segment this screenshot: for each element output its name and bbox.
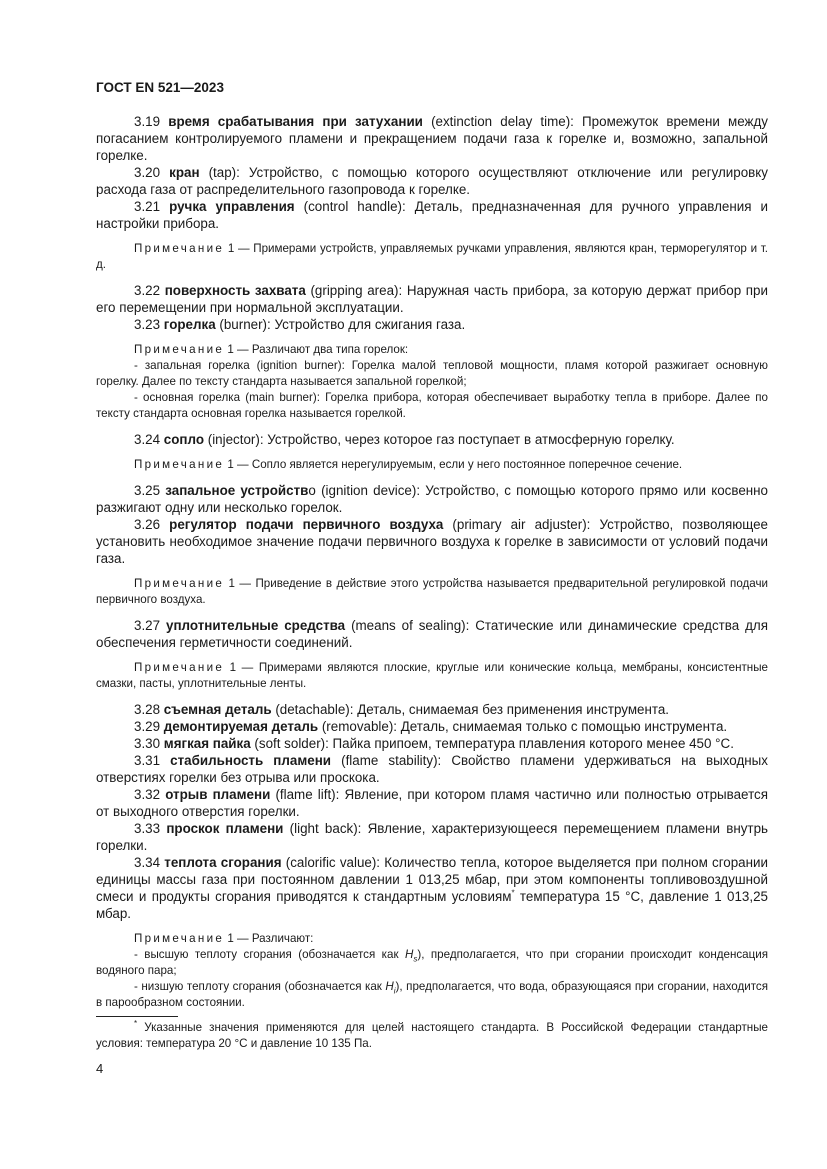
term: отрыв пламени bbox=[165, 787, 271, 802]
term: проскок пламени bbox=[166, 821, 284, 836]
term: демонтируемая деталь bbox=[163, 719, 319, 734]
definition-3-24: 3.24 сопло (injector): Устройство, через которое газ поступает в атмосферную горелку. bbox=[134, 432, 675, 447]
term: горелка bbox=[163, 317, 216, 332]
footnote-mark: * bbox=[511, 888, 515, 898]
term: стабильность пламени bbox=[170, 753, 332, 768]
term: уплотнительные средства bbox=[166, 618, 346, 633]
footnote-divider bbox=[96, 1016, 178, 1017]
definition-3-20: 3.20 кран (tap): Устройство, с помощью которого осуществляют отключение или регулировку расхода газа от распределительного газопровода к горелке. bbox=[96, 165, 768, 197]
definition-3-26: 3.26 регулятор подачи первичного воздуха (primary air adjuster): Устройство, позволяющее установить необходимое значение подачи первичного воздуха к горелке в зависимости от условий подачи газа. bbox=[96, 517, 769, 566]
document-header: ГОСТ EN 521—2023 bbox=[96, 80, 224, 95]
term: регулятор подачи первичного воздуха bbox=[169, 517, 444, 532]
definition-3-22: 3.22 поверхность захвата (gripping area): Наружная часть прибора, за которую держат прибор при его перемещении при нормальной эксплуатации. bbox=[96, 283, 768, 315]
note-3-27: Примечание 1 — Примерами являются плоские, круглые или конические кольца, мембраны, консистентные смазки, пасты, уплотнительные ленты. bbox=[96, 661, 768, 690]
page-content bbox=[96, 113, 768, 1020]
page-number: 4 bbox=[96, 1061, 104, 1076]
term: запальное устройств bbox=[165, 483, 309, 498]
footnote: * Указанные значения применяются для целей настоящего стандарта. В Российской Федерации стандартные условия: температура 20 °С и давление 10 135 Па. bbox=[96, 1019, 768, 1050]
definition-3-28: 3.28 съемная деталь (detachable): Деталь, снимаемая без применения инструмента. bbox=[134, 702, 670, 717]
term: ручка управления bbox=[169, 199, 295, 214]
definition-3-19: 3.19 время срабатывания при затухании (extinction delay time): Промежуток времени между погасанием контролируемого пламени и прекращением подачи газа к горелке и, возможно, запальной горелке. bbox=[96, 114, 768, 163]
term: кран bbox=[169, 165, 200, 180]
note-3-21: Примечание 1 — Примерами устройств, управляемых ручками управления, являются кран, терморегулятор и т. д. bbox=[96, 242, 768, 271]
definition-3-25: 3.25 запальное устройство (ignition device): Устройство, с помощью которого прямо или косвенно разжигают одну или несколько горелок. bbox=[96, 483, 768, 515]
term: поверхность захвата bbox=[164, 283, 306, 298]
note-list-item: - высшую теплоту сгорания (обозначается как $H_s$), предполагается, что при сгорании происходит конденсация водяного пара; bbox=[96, 948, 768, 977]
definition-3-31: 3.31 стабильность пламени (flame stability): Свойство пламени удерживаться на выходных отверстиях горелки без отрыва или проскока. bbox=[96, 753, 768, 785]
term: теплота сгорания bbox=[164, 855, 282, 870]
note-list-item: - низшую теплоту сгорания (обозначается как $H_i$), предполагается, что вода, образующаяся при сгорании, находится в парообразном состоянии. bbox=[96, 980, 768, 1009]
definition-3-33: 3.33 проскок пламени (light back): Явление, характеризующееся перемещением пламени внутрь горелки. bbox=[96, 821, 768, 853]
definition-3-32: 3.32 отрыв пламени (flame lift): Явление, при котором пламя частично или полностью отрывается от выходного отверстия горелки. bbox=[96, 787, 768, 819]
note-list-item: - основная горелка (main burner): Горелка прибора, которая обеспечивает выработку тепла в приборе. Далее по тексту стандарта основная горелка называется горелкой. bbox=[96, 391, 768, 420]
term: мягкая пайка bbox=[163, 736, 251, 751]
definition-3-34: 3.34 теплота сгорания (calorific value): Количество тепла, которое выделяется при полном сгорании единицы массы газа при постоянном давлении 1 013,25 мбар, при этом компоненты топливовоздушной смеси и продукты сгорания приводятся к стандартным условиям* температура 15 °С, давление 1 013,25 мбар. bbox=[96, 855, 768, 921]
definition-3-30: 3.30 мягкая пайка (soft solder): Пайка припоем, температура плавления которого менее 450 °С. bbox=[134, 736, 734, 751]
definition-3-21: 3.21 ручка управления (control handle): Деталь, предназначенная для ручного управления и настройки прибора. bbox=[96, 199, 768, 231]
note-3-26: Примечание 1 — Приведение в действие этого устройства называется предварительной регулировкой подачи первичного воздуха. bbox=[96, 577, 768, 606]
note-3-23: Примечание 1 — Различают два типа горелок: - запальная горелка (ignition burner): Горелка малой тепловой мощности, пламя которой разжигает основную горелку. Далее по тексту стандарта называется запальной горелкой; - основная горелка (main burner): Горелка прибора, которая обеспечивает выработку тепла в приборе. Далее по тексту стандарта основная горелка называется горелкой. bbox=[96, 343, 768, 420]
note-3-34: Примечание 1 — Различают: - высшую теплоту сгорания (обозначается как $H_s$), предполагается, что при сгорании происходит конденсация водяного пара; - низшую теплоту сгорания (обозначается как $H_i$), предполагается, что вода, образующаяся при сгорании, находится в парообразном состоянии. bbox=[96, 932, 768, 1009]
note-3-24: Примечание 1 — Сопло является нерегулируемым, если у него постоянное поперечное сечение. bbox=[134, 458, 683, 471]
term: время срабатывания при затухании bbox=[168, 114, 423, 129]
term: сопло bbox=[163, 432, 205, 447]
term: съемная деталь bbox=[163, 702, 272, 717]
definition-3-23: 3.23 горелка (burner): Устройство для сжигания газа. bbox=[134, 317, 466, 332]
definition-3-27: 3.27 уплотнительные средства (means of sealing): Статические или динамические средства для обеспечения герметичности соединений. bbox=[96, 618, 768, 650]
note-list-item: - запальная горелка (ignition burner): Горелка малой тепловой мощности, пламя которой разжигает основную горелку. Далее по тексту стандарта называется запальной горелкой; bbox=[96, 359, 768, 388]
definition-3-29: 3.29 демонтируемая деталь (removable): Деталь, снимаемая только с помощью инструмента. bbox=[134, 719, 728, 734]
